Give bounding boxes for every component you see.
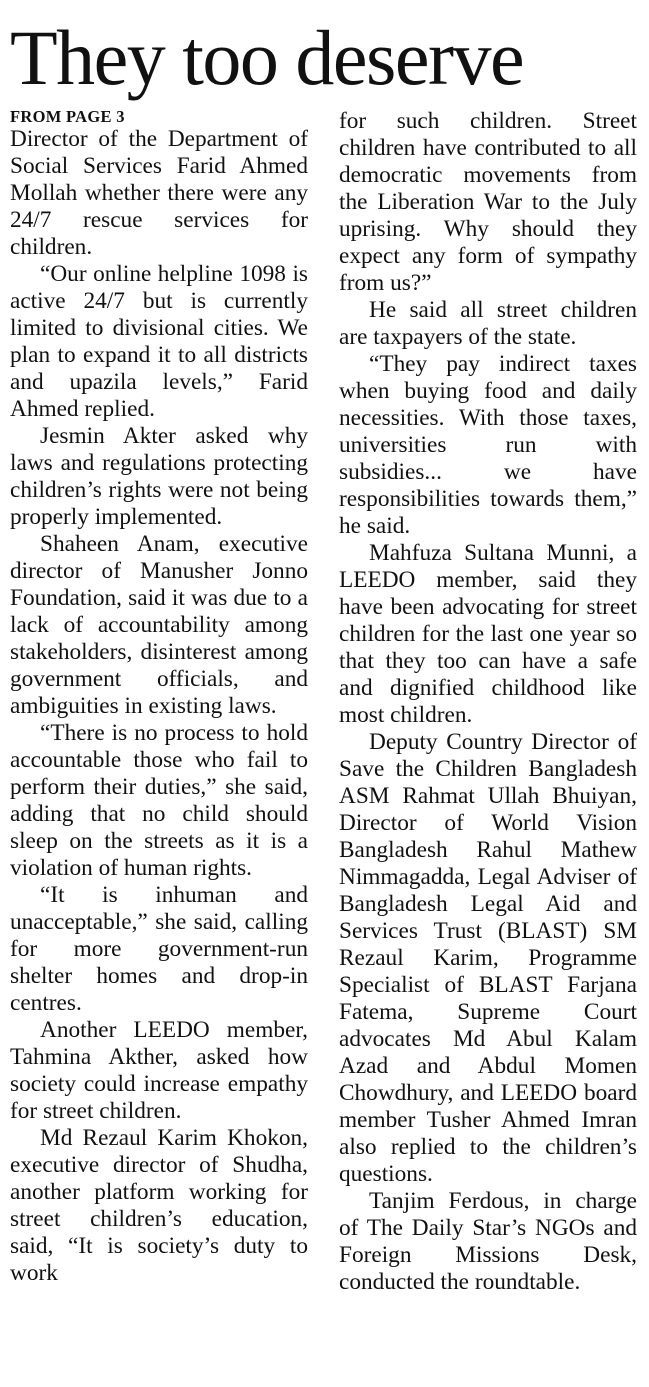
paragraph: Another LEEDO member, Tahmina Akther, asked how society could increase empathy for street children. [10, 1017, 308, 1124]
paragraph: for such children. Street children have contributed to all democratic movements from the Liberation War to the July uprising. Why should they expect any form of sympathy from us?” [339, 108, 637, 296]
paragraph: “Our online helpline 1098 is active 24/7 but is currently limited to divisional cities. We plan to expand it to all districts and upazila levels,” Farid Ahmed replied. [10, 261, 308, 422]
jump-line-kicker: FROM PAGE 3 [10, 107, 125, 126]
paragraph: Md Rezaul Karim Khokon, executive director of Shudha, another platform working for street children’s education, said, “It is society’s duty to work [10, 1125, 308, 1286]
paragraph: Jesmin Akter asked why laws and regulations protecting children’s rights were not being properly implemented. [10, 423, 308, 530]
paragraph: “There is no process to hold accountable those who fail to perform their duties,” she said, adding that no child should sleep on the streets as it is a violation of human rights. [10, 720, 308, 881]
paragraph: Mahfuza Sultana Munni, a LEEDO member, said they have been advocating for street children for the last one year so that they too can have a safe and dignified childhood like most children. [339, 540, 637, 728]
article-column-right [339, 108, 637, 1296]
paragraph: Shaheen Anam, executive director of Manusher Jonno Foundation, said it was due to a lack of accountability among stakeholders, disinterest among government officials, and ambiguities in existing laws. [10, 531, 308, 719]
paragraph: Deputy Country Director of Save the Children Bangladesh ASM Rahmat Ullah Bhuiyan, Director of World Vision Bangladesh Rahul Mathew Nimmagadda, Legal Adviser of Bangladesh Legal Aid and Services Trust (BLAST) SM Rezaul Karim, Programme Specialist of BLAST Farjana Fatema, Supreme Court advocates Md Abul Kalam Azad and Abdul Momen Chowdhury, and LEEDO board member Tusher Ahmed Imran also replied to the children’s questions. [339, 729, 637, 1187]
paragraph: Tanjim Ferdous, in charge of The Daily Star’s NGOs and Foreign Missions Desk, conducted the roundtable. [339, 1188, 637, 1295]
paragraph: He said all street children are taxpayers of the state. [339, 297, 637, 350]
headline: They too deserve [10, 14, 524, 101]
paragraph: “They pay indirect taxes when buying food and daily necessities. With those taxes, universities run with subsidies... we have responsibilities towards them,” he said. [339, 351, 637, 539]
paragraph: “It is inhuman and unacceptable,” she said, calling for more government-run shelter homes and drop-in centres. [10, 882, 308, 1016]
paragraph: Director of the Department of Social Services Farid Ahmed Mollah whether there were any 24/7 rescue services for children. [10, 126, 308, 260]
article-column-left [10, 107, 308, 1287]
